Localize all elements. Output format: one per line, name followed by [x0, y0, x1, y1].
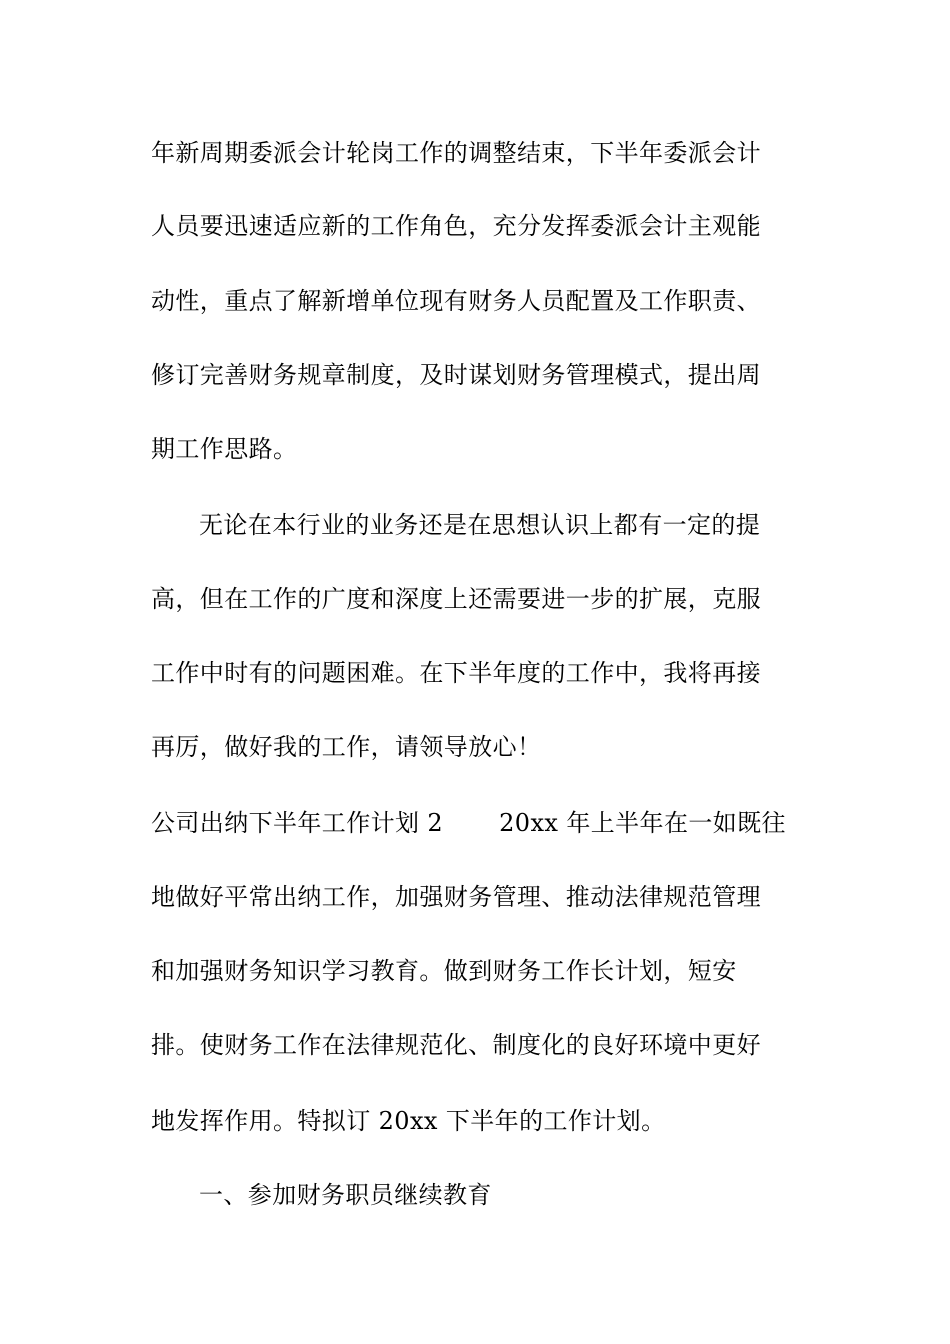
section-title: 公司出纳下半年工作计划 2: [151, 809, 444, 837]
paragraph-line: 再厉，做好我的工作，请领导放心！: [151, 733, 542, 761]
paragraph-line: 动性，重点了解新增单位现有财务人员配置及工作职责、: [151, 287, 761, 315]
paragraph-line: 工作中时有的问题困难。在下半年度的工作中，我将再接: [151, 659, 761, 687]
paragraph-line: 修订完善财务规章制度，及时谋划财务管理模式，提出周: [151, 361, 761, 389]
paragraph-line: 高，但在工作的广度和深度上还需要进一步的扩展，克服: [151, 585, 761, 613]
section-heading-line: [151, 809, 786, 837]
paragraph-line: 地做好平常出纳工作，加强财务管理、推动法律规范管理: [151, 883, 761, 911]
subheading-line: 一、参加财务职员继续教育: [199, 1181, 492, 1209]
paragraph-line: 人员要迅速适应新的工作角色，充分发挥委派会计主观能: [151, 212, 761, 240]
paragraph-line: 地发挥作用。特拟订 20xx 下半年的工作计划。: [151, 1107, 666, 1135]
paragraph-line: 和加强财务知识学习教育。做到财务工作长计划，短安: [151, 957, 737, 985]
paragraph-line: 期工作思路。: [151, 435, 298, 463]
paragraph-line: 排。使财务工作在法律规范化、制度化的良好环境中更好: [151, 1031, 761, 1059]
paragraph-line: 无论在本行业的业务还是在思想认识上都有一定的提: [199, 511, 761, 539]
section-intro: 20xx 年上半年在一如既往: [499, 809, 786, 837]
paragraph-line: 年新周期委派会计轮岗工作的调整结束，下半年委派会计: [151, 139, 761, 167]
